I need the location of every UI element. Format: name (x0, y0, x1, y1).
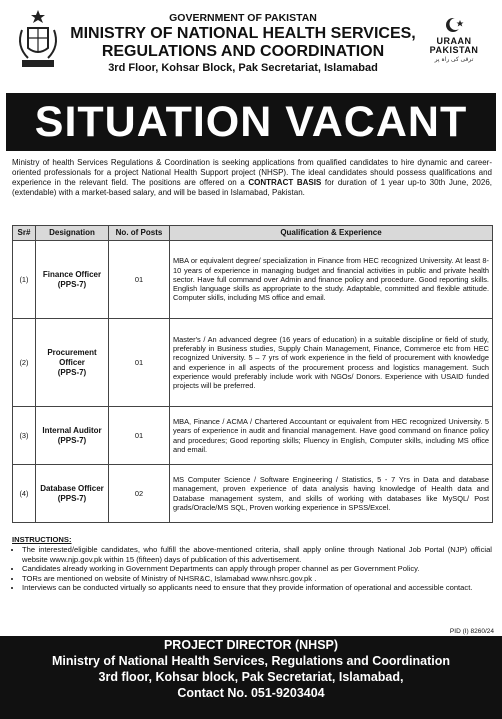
row-designation (36, 407, 109, 465)
table-row (13, 319, 493, 407)
header-sr: Sr# (13, 226, 36, 241)
uraan-pakistan-logo (416, 16, 492, 74)
row-sr: (3) (13, 407, 36, 465)
intro-paragraph (12, 158, 492, 198)
header-qualification: Qualification & Experience (170, 226, 493, 241)
designation-title: Database Officer (40, 483, 104, 493)
logo-brand-line1: URAAN (436, 36, 472, 46)
intro-contract-basis: CONTRACT BASIS (248, 178, 322, 187)
list-item: • TORs are mentioned on website of Ministry of NHSR&C, Islamabad www.nhsrc.gov.pk . (22, 574, 492, 583)
row-qualification: Master's / An advanced degree (16 years of education) in a suitable discipline or field of study, preferably in Business studies, Supply Chain Management, Finance, Commerce etc from HEC recognized University. 5 – 7 yrs of work experience in the field of procurement with knowledge and experience in all aspects of the procurement process and logistics management. Such experience would preferably include work with NGOs/ Donors. Experience with USAID funded projects will be preferred. (170, 319, 493, 407)
header-posts: No. of Posts (109, 226, 170, 241)
designation-grade: (PPS-7) (57, 279, 87, 289)
intro-text-part2: for duration of 1 year up-to 30th June, 2026, (extendable) with a market-based salary, and will be based in Islamabad, Pakistan. (12, 178, 493, 197)
row-posts: 01 (109, 319, 170, 407)
pid-number: PID (I) 8260/24 (449, 628, 494, 635)
table-row (13, 241, 493, 319)
list-item: • Interviews can be conducted virtually so applicants need to ensure that they provide information of operational and accessible contact. (22, 583, 492, 592)
page-title: SITUATION VACANT (6, 93, 496, 151)
row-posts: 02 (109, 465, 170, 523)
table-header-row (13, 226, 493, 241)
instructions-section (12, 535, 492, 592)
designation-grade: (PPS-7) (57, 435, 87, 445)
table-row (13, 465, 493, 523)
footer-contact-number: Contact No. 051-9203404 (177, 686, 325, 700)
row-qualification: MBA or equivalent degree/ specialization in Finance from HEC recognized University. At least 8-10 years of experience in managing budget and financial activities in public and private health sector. Have full command over Admin and finance policy and procedure. Good reporting skills. English language skills as appropriate to the study. Adaptable, committed and flexible attitude. Computer skills, including MS office and email. (170, 241, 493, 319)
row-designation (36, 319, 109, 407)
footer-project-director: PROJECT DIRECTOR (NHSP) (163, 638, 339, 652)
header (0, 0, 502, 92)
state-emblem-icon (14, 8, 62, 72)
ministry-name-line2: REGULATIONS AND COORDINATION (101, 43, 385, 60)
crescent-star-icon (441, 16, 467, 34)
logo-brand-line2: PAKISTAN (429, 45, 479, 55)
footer-address: 3rd floor, Kohsar block, Pak Secretariat, Islamabad, (98, 670, 404, 684)
designation-title: Finance Officer (42, 269, 102, 279)
header-text (70, 12, 416, 74)
header-designation: Designation (36, 226, 109, 241)
designation-title: Internal Auditor (42, 425, 102, 435)
government-label: GOVERNMENT OF PAKISTAN (169, 12, 317, 24)
footer-contact-block (0, 636, 502, 719)
row-qualification: MS Computer Science / Software Engineering / Statistics, 5 - 7 Yrs in Data and database management, proven experience of data analysis having knowledge of Health data and Database management system, and skills of working with databases like MySQL/ Post grads/Oracle/MS SQL, Proven working experience in SPSS/Excel. (170, 465, 493, 523)
list-item: • Candidates already working in Government Departments can apply through proper channel as per Government Policy. (22, 564, 492, 573)
table-row (13, 407, 493, 465)
list-item: • The interested/eligible candidates, who fulfill the above-mentioned criteria, shall apply online through National Job Portal (NJP) official website www.njp.gov.pk within 15 (fifteen) days of publication of this advertisement. (22, 545, 492, 564)
ministry-name-line1: MINISTRY OF NATIONAL HEALTH SERVICES, (70, 25, 416, 42)
footer-ministry: Ministry of National Health Services, Regulations and Coordination (52, 654, 450, 668)
row-sr: (1) (13, 241, 36, 319)
instructions-list (12, 545, 492, 592)
logo-tagline: ترقی کی راہ پر (434, 57, 474, 63)
row-designation (36, 465, 109, 523)
ministry-address: 3rd Floor, Kohsar Block, Pak Secretariat, Islamabad (108, 62, 378, 74)
designation-grade: (PPS-7) (57, 493, 87, 503)
row-posts: 01 (109, 241, 170, 319)
row-sr: (4) (13, 465, 36, 523)
designation-grade: (PPS-7) (57, 367, 87, 377)
row-qualification: MBA, Finance / ACMA / Chartered Accountant or equivalent from HEC recognized University. 5 years of experience in audit and financial management. Have good command on finance policy and procedures; Good reporting skills; Fluency in English, Computer skills, including MS office and email. (170, 407, 493, 465)
intro-text-part1: Ministry of health Services Regulations & Coordination is seeking applications from qualified candidates to hire dynamic and career-oriented professionals for a project National Health Support project (NHSP). The ideal candidates should possess qualifications and experience in the relevant field. The positions are offered on a (12, 158, 492, 187)
row-designation (36, 241, 109, 319)
designation-title: Procurement Officer (47, 347, 97, 367)
positions-table (12, 225, 493, 523)
row-posts: 01 (109, 407, 170, 465)
row-sr: (2) (13, 319, 36, 407)
instructions-heading: INSTRUCTIONS: (12, 535, 72, 544)
